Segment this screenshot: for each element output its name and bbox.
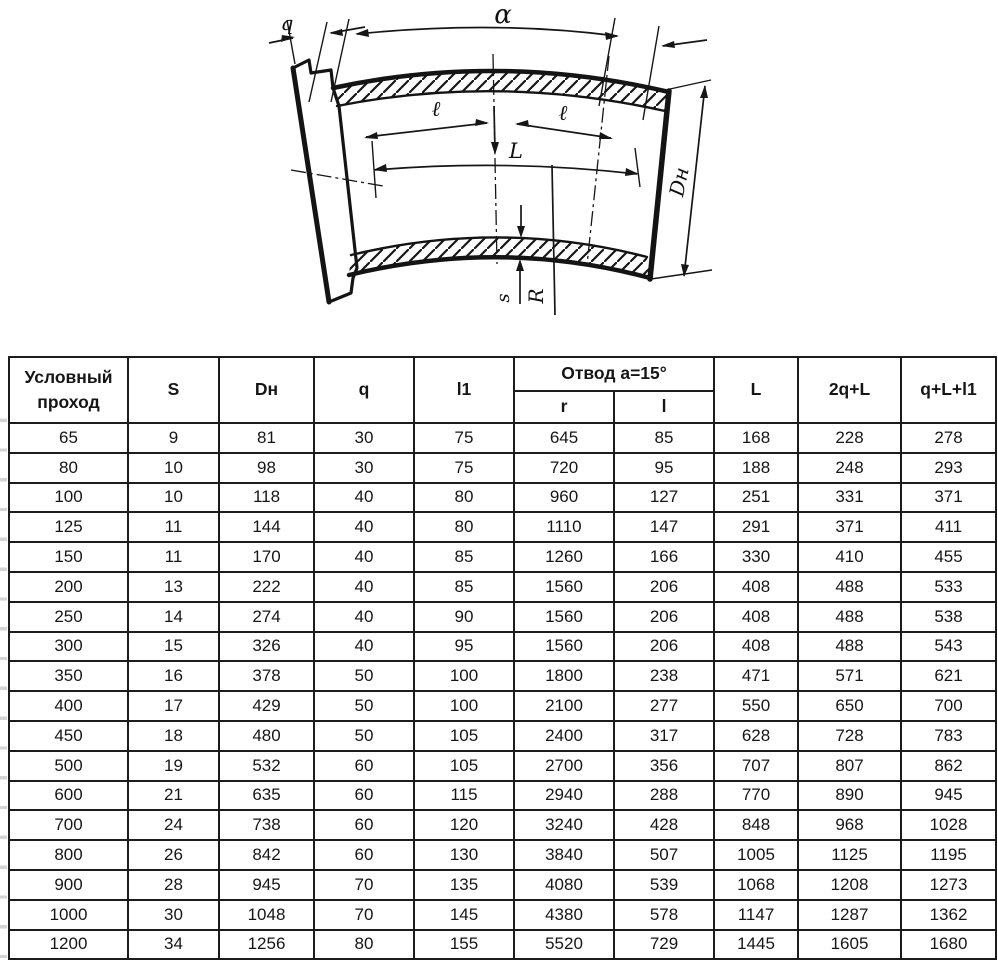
col-header-l1: l1: [414, 357, 514, 423]
table-cell: 2940: [514, 781, 614, 811]
table-cell: 635: [219, 781, 314, 811]
table-cell: 371: [901, 483, 996, 513]
table-cell: 10: [128, 453, 219, 483]
table-cell: 9: [128, 423, 219, 453]
table-cell: 135: [414, 870, 514, 900]
label-alpha: α: [494, 2, 512, 30]
pipe-bend-spec-table: [8, 356, 997, 960]
table-cell: 127: [614, 483, 714, 513]
table-cell: 1256: [219, 930, 314, 960]
table-cell: 371: [798, 512, 901, 542]
table-cell: 842: [219, 840, 314, 870]
dim-l-left: [366, 123, 487, 137]
table-row: [9, 840, 996, 870]
table-cell: 500: [9, 751, 128, 781]
table-cell: 100: [414, 661, 514, 691]
table-cell: 729: [614, 930, 714, 960]
table-cell: 1800: [514, 661, 614, 691]
table-row: [9, 572, 996, 602]
col-header-L: L: [714, 357, 798, 423]
table-cell: 707: [714, 751, 798, 781]
table-cell: 120: [414, 810, 514, 840]
table-cell: 1125: [798, 840, 901, 870]
table-body: [9, 423, 996, 959]
table-cell: 480: [219, 721, 314, 751]
scan-gridline-stubs: [0, 392, 7, 962]
table-cell: 538: [901, 602, 996, 632]
table-cell: 70: [314, 900, 414, 930]
table-row: [9, 751, 996, 781]
table-row: [9, 453, 996, 483]
table-cell: 945: [901, 781, 996, 811]
table-cell: 188: [714, 453, 798, 483]
table-row: [9, 721, 996, 751]
col-subheader-l: l: [614, 391, 714, 423]
table-cell: 945: [219, 870, 314, 900]
table-cell: 40: [314, 542, 414, 572]
table-cell: 960: [514, 483, 614, 513]
table-cell: 350: [9, 661, 128, 691]
table-cell: 2400: [514, 721, 614, 751]
table-cell: 1000: [9, 900, 128, 930]
table-cell: 378: [219, 661, 314, 691]
table-cell: 300: [9, 632, 128, 662]
col-header-dn: Dн: [219, 357, 314, 423]
table-cell: 1147: [714, 900, 798, 930]
table-cell: 1208: [798, 870, 901, 900]
label-q: q: [280, 11, 294, 35]
table-row: [9, 870, 996, 900]
table-cell: 85: [414, 572, 514, 602]
table-cell: 40: [314, 602, 414, 632]
table-cell: 862: [901, 751, 996, 781]
table-cell: 150: [9, 542, 128, 572]
table-cell: 60: [314, 781, 414, 811]
table-cell: 968: [798, 810, 901, 840]
col-header-q: q: [314, 357, 414, 423]
table-cell: 95: [414, 632, 514, 662]
table-cell: 738: [219, 810, 314, 840]
table-cell: 170: [219, 542, 314, 572]
table-cell: 5520: [514, 930, 614, 960]
socket-face-edge: [293, 68, 329, 302]
table-cell: 80: [314, 930, 414, 960]
table-cell: 105: [414, 751, 514, 781]
dim-alpha: [357, 27, 617, 36]
table-cell: 24: [128, 810, 219, 840]
table-cell: 200: [9, 572, 128, 602]
table-cell: 130: [414, 840, 514, 870]
ext-line: [635, 148, 640, 187]
label-L: L: [509, 139, 523, 163]
table-cell: 800: [9, 840, 128, 870]
table-cell: 70: [314, 870, 414, 900]
table-cell: 1445: [714, 930, 798, 960]
table-cell: 807: [798, 751, 901, 781]
table-cell: 26: [128, 840, 219, 870]
table-cell: 75: [414, 453, 514, 483]
table-cell: 543: [901, 632, 996, 662]
table-cell: 105: [414, 721, 514, 751]
table-cell: 533: [901, 572, 996, 602]
table-cell: 222: [219, 572, 314, 602]
table-cell: 428: [614, 810, 714, 840]
table-cell: 16: [128, 661, 219, 691]
table-cell: 1200: [9, 930, 128, 960]
table-cell: 770: [714, 781, 798, 811]
table-cell: 85: [414, 542, 514, 572]
table-row: [9, 512, 996, 542]
label-s: s: [493, 293, 514, 303]
table-cell: 571: [798, 661, 901, 691]
dim-l-right: [517, 124, 611, 138]
table-cell: 100: [9, 483, 128, 513]
table-cell: 1560: [514, 632, 614, 662]
table-cell: 30: [128, 900, 219, 930]
table-cell: 206: [614, 572, 714, 602]
table-row: [9, 810, 996, 840]
table-cell: 628: [714, 721, 798, 751]
table-row: [9, 602, 996, 632]
table-cell: 408: [714, 632, 798, 662]
table-cell: 40: [314, 632, 414, 662]
table-cell: 600: [9, 781, 128, 811]
table-cell: 90: [414, 602, 514, 632]
table-cell: 1287: [798, 900, 901, 930]
table-row: [9, 483, 996, 513]
table-cell: 1605: [798, 930, 901, 960]
table-cell: 532: [219, 751, 314, 781]
table-cell: 251: [714, 483, 798, 513]
table-cell: 291: [714, 512, 798, 542]
table-cell: 317: [614, 721, 714, 751]
pipe-bend-drawing: [253, 2, 747, 336]
table-cell: 75: [414, 423, 514, 453]
table-cell: 429: [219, 691, 314, 721]
table-cell: 2100: [514, 691, 614, 721]
table-cell: 17: [128, 691, 219, 721]
table-cell: 1273: [901, 870, 996, 900]
table-cell: 277: [614, 691, 714, 721]
table-cell: 3840: [514, 840, 614, 870]
table-cell: 34: [128, 930, 219, 960]
table-cell: 1560: [514, 572, 614, 602]
table-row: [9, 423, 996, 453]
table-cell: 890: [798, 781, 901, 811]
table-row: [9, 781, 996, 811]
label-l-right: ℓ: [558, 101, 568, 125]
table-cell: 250: [9, 602, 128, 632]
table-cell: 11: [128, 512, 219, 542]
table-cell: 408: [714, 602, 798, 632]
table-cell: 15: [128, 632, 219, 662]
table-cell: 700: [901, 691, 996, 721]
table-cell: 783: [901, 721, 996, 751]
ext-line: [309, 22, 327, 102]
table-cell: 645: [514, 423, 614, 453]
table-cell: 900: [9, 870, 128, 900]
table-cell: 550: [714, 691, 798, 721]
col-header-bend-group: Отвод a=15°: [514, 357, 714, 391]
table-cell: 274: [219, 602, 314, 632]
table-cell: 488: [798, 632, 901, 662]
table-cell: 2700: [514, 751, 614, 781]
col-subheader-r: r: [514, 391, 614, 423]
label-l-left: ℓ: [431, 97, 441, 121]
table-cell: 168: [714, 423, 798, 453]
table-cell: 85: [614, 423, 714, 453]
table-cell: 3240: [514, 810, 614, 840]
col-header-2qL: 2q+L: [798, 357, 901, 423]
table-cell: 1068: [714, 870, 798, 900]
table-cell: 13: [128, 572, 219, 602]
table-cell: 4080: [514, 870, 614, 900]
label-Dn: Dн: [664, 165, 694, 199]
table-row: [9, 691, 996, 721]
table-cell: 278: [901, 423, 996, 453]
table-cell: 330: [714, 542, 798, 572]
table-cell: 621: [901, 661, 996, 691]
table-cell: 1680: [901, 930, 996, 960]
ext-line: [651, 270, 712, 279]
col-header-s: S: [128, 357, 219, 423]
table-cell: 1260: [514, 542, 614, 572]
table-cell: 1195: [901, 840, 996, 870]
table-cell: 1560: [514, 602, 614, 632]
col-header-qLl1: q+L+l1: [901, 357, 996, 423]
table-cell: 488: [798, 572, 901, 602]
table-cell: 1048: [219, 900, 314, 930]
table-cell: 60: [314, 810, 414, 840]
table-cell: 95: [614, 453, 714, 483]
table-cell: 1362: [901, 900, 996, 930]
table-cell: 848: [714, 810, 798, 840]
table-cell: 166: [614, 542, 714, 572]
table-cell: 507: [614, 840, 714, 870]
table-cell: 28: [128, 870, 219, 900]
table-cell: 238: [614, 661, 714, 691]
table-cell: 578: [614, 900, 714, 930]
table-cell: 326: [219, 632, 314, 662]
table-cell: 80: [414, 483, 514, 513]
table-cell: 408: [714, 572, 798, 602]
centerline-axis-left: [291, 170, 383, 186]
label-R: R: [524, 288, 548, 304]
table-cell: 650: [798, 691, 901, 721]
table-cell: 30: [314, 453, 414, 483]
table-cell: 118: [219, 483, 314, 513]
table-cell: 455: [901, 542, 996, 572]
table-cell: 400: [9, 691, 128, 721]
table-cell: 40: [314, 483, 414, 513]
table-cell: 206: [614, 602, 714, 632]
table-cell: 206: [614, 632, 714, 662]
table-row: [9, 930, 996, 960]
table-row: [9, 632, 996, 662]
table-row: [9, 661, 996, 691]
table-cell: 115: [414, 781, 514, 811]
table-cell: 155: [414, 930, 514, 960]
table-cell: 728: [798, 721, 901, 751]
table-cell: 1005: [714, 840, 798, 870]
table-cell: 720: [514, 453, 614, 483]
table-cell: 50: [314, 691, 414, 721]
table-cell: 60: [314, 751, 414, 781]
table-cell: 293: [901, 453, 996, 483]
table-cell: 410: [798, 542, 901, 572]
table-cell: 125: [9, 512, 128, 542]
table-cell: 81: [219, 423, 314, 453]
table-cell: 144: [219, 512, 314, 542]
table-cell: 30: [314, 423, 414, 453]
table-cell: 40: [314, 512, 414, 542]
table-cell: 50: [314, 721, 414, 751]
table-cell: 356: [614, 751, 714, 781]
table-header: [9, 357, 996, 423]
table-cell: 80: [9, 453, 128, 483]
table-cell: 228: [798, 423, 901, 453]
table-cell: 1110: [514, 512, 614, 542]
table-cell: 450: [9, 721, 128, 751]
table-cell: 248: [798, 453, 901, 483]
table-cell: 288: [614, 781, 714, 811]
table-cell: 14: [128, 602, 219, 632]
table-cell: 331: [798, 483, 901, 513]
table-cell: 80: [414, 512, 514, 542]
table-cell: 4380: [514, 900, 614, 930]
table-row: [9, 542, 996, 572]
table-cell: 19: [128, 751, 219, 781]
table-cell: 1028: [901, 810, 996, 840]
table-cell: 98: [219, 453, 314, 483]
col-header-nominal-bore: Условный проход: [9, 357, 128, 423]
table-cell: 539: [614, 870, 714, 900]
table-cell: 488: [798, 602, 901, 632]
table-cell: 11: [128, 542, 219, 572]
table-cell: 700: [9, 810, 128, 840]
table-cell: 100: [414, 691, 514, 721]
table-cell: 50: [314, 661, 414, 691]
table-cell: 40: [314, 572, 414, 602]
table-cell: 21: [128, 781, 219, 811]
table-cell: 60: [314, 840, 414, 870]
table-cell: 147: [614, 512, 714, 542]
table-cell: 10: [128, 483, 219, 513]
table-cell: 18: [128, 721, 219, 751]
table-row: [9, 900, 996, 930]
table-cell: 471: [714, 661, 798, 691]
table-cell: 65: [9, 423, 128, 453]
table-cell: 145: [414, 900, 514, 930]
table-cell: 411: [901, 512, 996, 542]
